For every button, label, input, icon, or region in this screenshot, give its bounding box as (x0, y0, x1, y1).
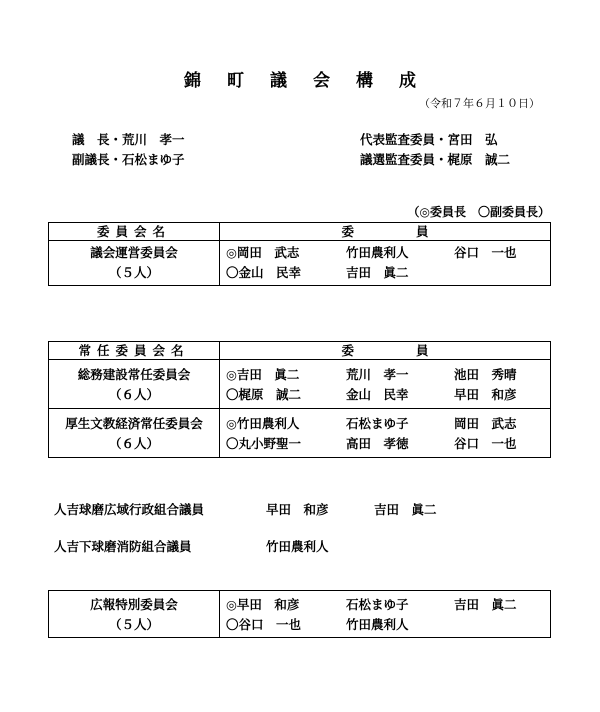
member: 吉田 眞二 (346, 265, 409, 280)
member: ◎吉田 眞二 (226, 367, 300, 382)
member: 高田 孝徳 (346, 436, 409, 451)
page-title: 錦町議会構成 (184, 71, 442, 91)
legend: （◎委員長 〇副委員長） (407, 205, 550, 219)
header-name: 常任委員会名 (49, 342, 220, 360)
committee-count: （５人） (108, 617, 159, 632)
member: 谷口 一也 (454, 245, 517, 260)
header-members: 委員 (220, 342, 551, 360)
committee-name-cell (49, 409, 220, 458)
committee-name-cell (49, 360, 220, 409)
officer-audit-elected: 議選監査委員・梶原 誠二 (360, 152, 511, 167)
union-label: 人吉下球磨消防組合議員 (54, 539, 192, 554)
member: 〇丸小野聖一 (226, 436, 302, 451)
members-cell (220, 360, 551, 409)
members-cell (220, 241, 551, 286)
member: 竹田農利人 (346, 245, 409, 260)
member: ◎早田 和彦 (226, 597, 300, 612)
union-label: 人吉球磨広域行政組合議員 (54, 502, 205, 517)
member: 〇金山 民幸 (226, 265, 302, 280)
member: 竹田農利人 (346, 617, 409, 632)
member: 池田 秀晴 (454, 367, 517, 382)
member: 石松まゆ子 (346, 416, 409, 431)
member: 岡田 武志 (454, 416, 517, 431)
special-committee-table (48, 590, 551, 638)
committee-name-cell (49, 591, 220, 638)
standing-committee-table (48, 341, 551, 458)
committee-name: 広報特別委員会 (90, 597, 178, 612)
committee-count: （６人） (108, 436, 159, 451)
committee-count: （５人） (108, 265, 159, 280)
date: （令和７年６月１０日） (419, 97, 540, 110)
committee-table (48, 222, 551, 286)
table-row (49, 409, 551, 458)
header-members: 委員 (220, 223, 551, 241)
officer-audit-rep: 代表監査委員・宮田 弘 (360, 132, 498, 147)
committee-name: 議会運営委員会 (90, 245, 178, 260)
table-row (49, 241, 551, 286)
union-member: 早田 和彦 (266, 502, 329, 517)
union-row (54, 537, 329, 555)
table-row (49, 591, 551, 638)
officer-vice-chair: 副議長・石松まゆ子 (72, 152, 185, 167)
header-name: 委員会名 (49, 223, 220, 241)
member: 〇梶原 誠二 (226, 387, 302, 402)
committee-name: 厚生文教経済常任委員会 (65, 416, 203, 431)
member: 吉田 眞二 (454, 597, 517, 612)
committee-count: （６人） (108, 387, 159, 402)
member: 金山 民幸 (346, 387, 409, 402)
table-header-row (49, 223, 551, 241)
union-member: 吉田 眞二 (374, 502, 437, 517)
union-row (54, 500, 437, 518)
committee-name: 総務建設常任委員会 (77, 367, 191, 382)
committee-name-cell (49, 241, 220, 286)
officer-chair: 議 長・荒川 孝一 (72, 132, 185, 147)
members-cell (220, 409, 551, 458)
member: 〇谷口 一也 (226, 617, 302, 632)
member: 早田 和彦 (454, 387, 517, 402)
table-row (49, 360, 551, 409)
member: 荒川 孝一 (346, 367, 409, 382)
member: 石松まゆ子 (346, 597, 409, 612)
member: ◎岡田 武志 (226, 245, 300, 260)
member: ◎竹田農利人 (226, 416, 300, 431)
union-member: 竹田農利人 (266, 539, 329, 554)
members-cell (220, 591, 551, 638)
table-header-row (49, 342, 551, 360)
member: 谷口 一也 (454, 436, 517, 451)
